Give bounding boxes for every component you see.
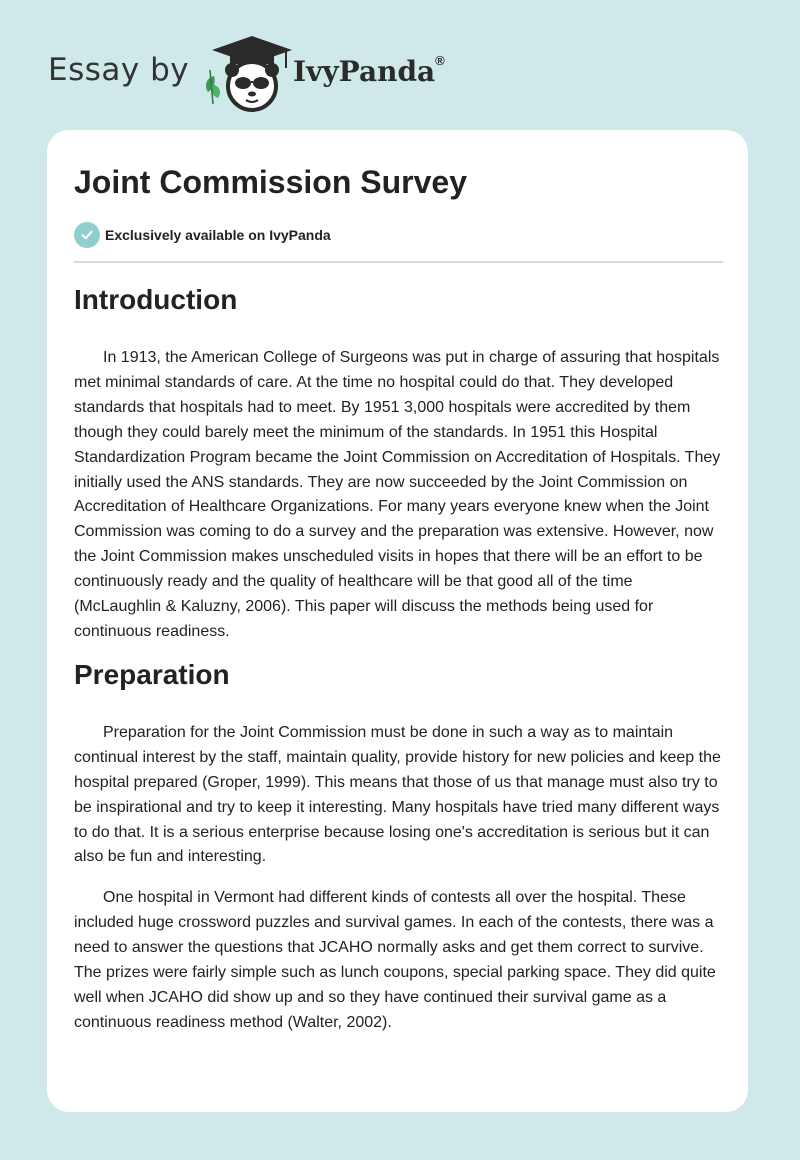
check-circle-icon bbox=[74, 222, 100, 248]
section-heading-preparation: Preparation bbox=[74, 658, 230, 690]
panda-logo-icon[interactable] bbox=[200, 34, 295, 114]
paragraph: In 1913, the American College of Surgeons was put in charge of assuring that hospitals met minimal standards of care. At the time no hospital could do that. They developed standards that hospitals had to meet. By 1951 3,000 hospitals were accredited by them though they could barely meet the minimum of the standards. In 1951 this Hospital Standardization Program became the Joint Commission on Accreditation of Hospitals. They initially used the ANS standards. They are now succeeded by the Joint Commission on Accreditation of Healthcare Organizations. For many years everyone knew when the Joint Commission was coming to do a survey and the preparation was extensive. However, now the Joint Commission makes unscheduled visits in hopes that there will be an effort to be continuously ready and the quality of healthcare will be that good all of the time (McLaughlin & Kaluzny, 2006). This paper will discuss the methods being used for continuous readiness. bbox=[74, 349, 721, 640]
section-heading-introduction: Introduction bbox=[74, 284, 238, 315]
site-header bbox=[0, 0, 800, 130]
brand-name[interactable] bbox=[293, 55, 445, 88]
essay-by-label: Essay by bbox=[48, 52, 190, 88]
exclusive-badge bbox=[74, 222, 331, 248]
paragraph: Preparation for the Joint Commission must be done in such a way as to maintain continual interest by the staff, maintain quality, provide history for new policies and keep the hospital prepared (Groper, 1999). This means that those of us that manage must also try to be inspirational and try to keep it interesting. Many hospitals have tried many different ways to do that. It is a serious enterprise because losing one's accreditation is serious but it can also be fun and interesting. bbox=[74, 723, 721, 866]
registered-mark: ® bbox=[435, 53, 445, 68]
exclusive-badge-label: Exclusively available on IvyPanda bbox=[105, 227, 331, 243]
essay-card bbox=[47, 130, 748, 1112]
page-title: Joint Commission Survey bbox=[74, 164, 467, 200]
brand-text: IvyPanda bbox=[293, 55, 436, 88]
essay-body bbox=[74, 282, 724, 1052]
leaf-icon bbox=[206, 70, 220, 104]
divider bbox=[74, 261, 723, 263]
paragraph: One hospital in Vermont had different kinds of contests all over the hospital. These included huge crossword puzzles and survival games. In each of the contests, there was a need to answer the questions that JCAHO normally asks and get them correct to survive. The prizes were fairly simple such as lunch coupons, special parking space. They did quite well when JCAHO did show up and so they have continued their survival game as a continuous readiness method (Walter, 2002). bbox=[74, 889, 716, 1031]
